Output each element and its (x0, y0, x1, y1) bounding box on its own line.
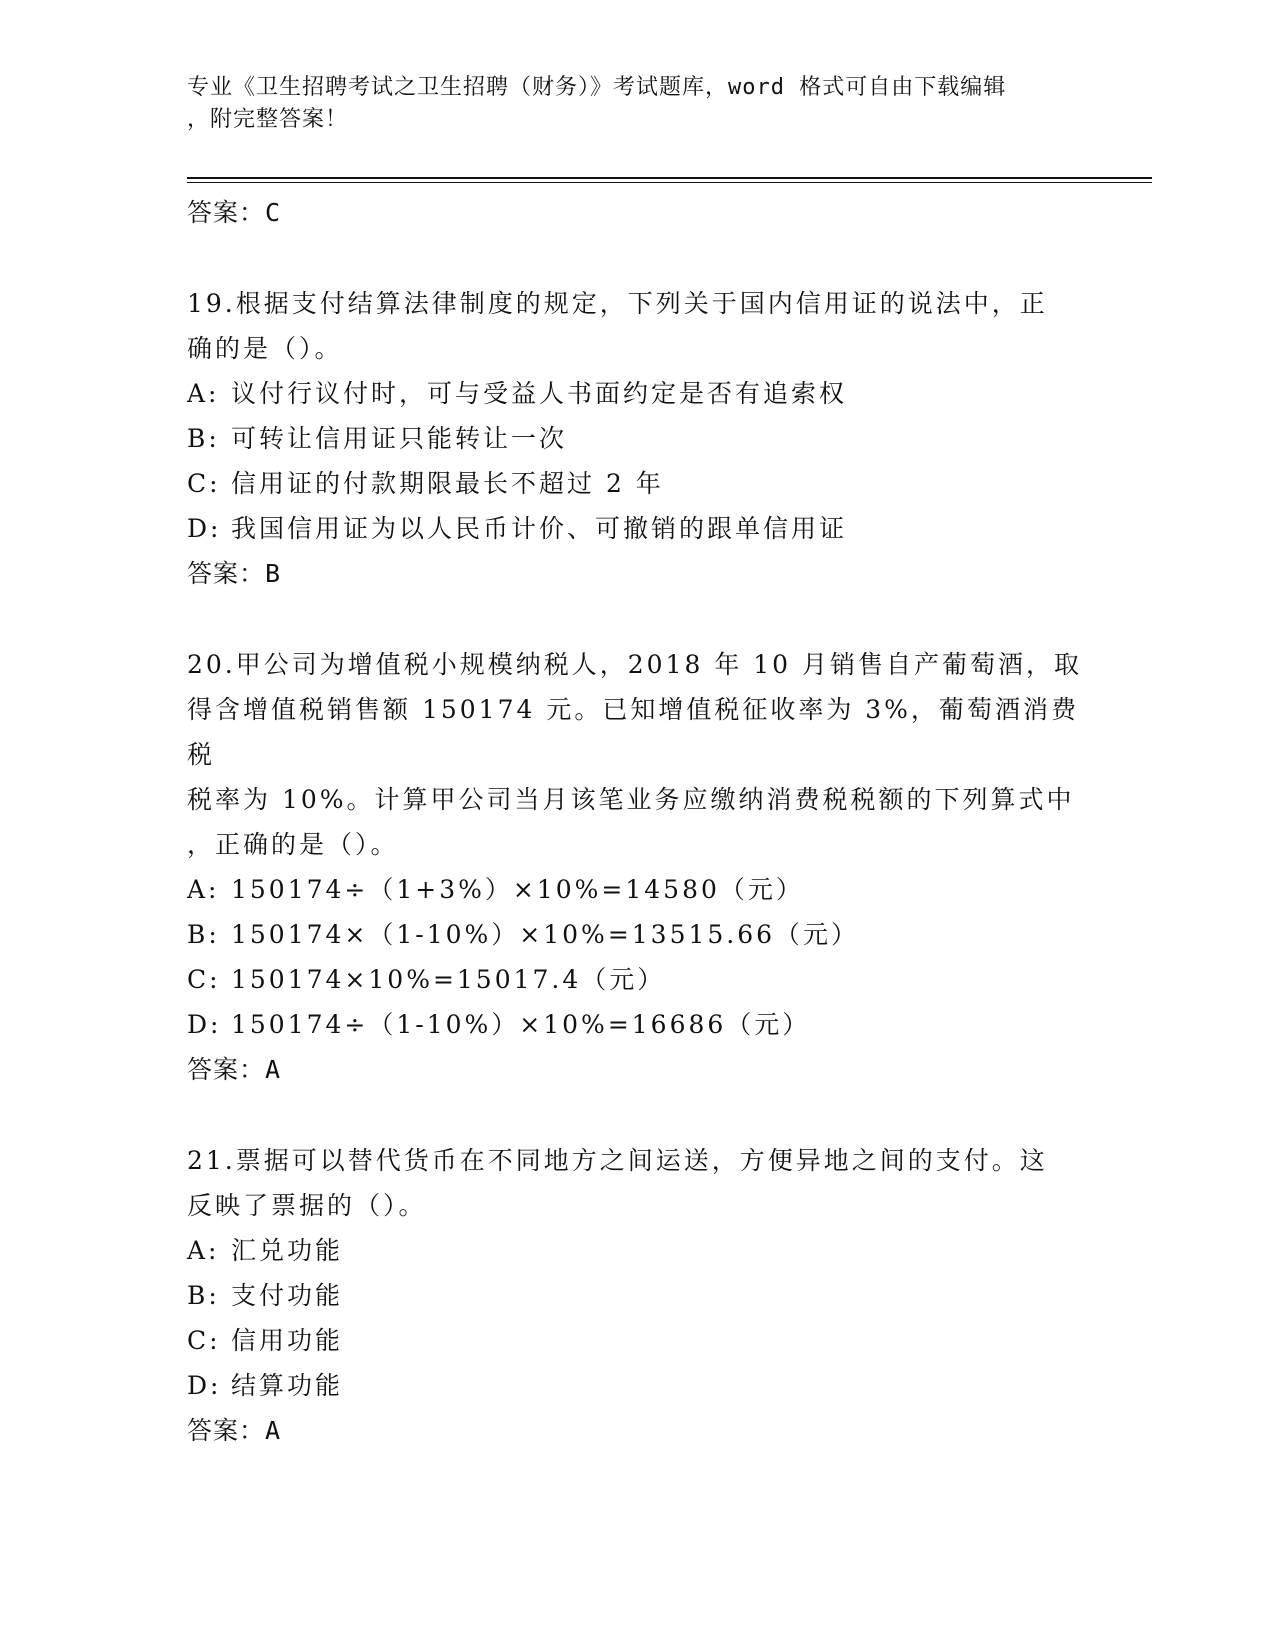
question-text-line: ，正确的是（）。 (187, 830, 399, 859)
option-text: 信用功能 (231, 1326, 344, 1355)
question-text-line: 税率为 10%。计算甲公司当月该笔业务应缴纳消费税税额的下列算式中 (187, 785, 1075, 814)
answer: 答案：A (187, 1055, 282, 1084)
option-letter: C: (187, 469, 221, 498)
option-a (187, 371, 1087, 416)
question-text-line: 确的是（）。 (187, 334, 343, 363)
option-letter: A: (187, 379, 220, 408)
option-letter: B: (187, 920, 220, 949)
header-rule-thick (187, 177, 1152, 179)
document-body (187, 190, 1087, 1453)
question-text-line: 19.根据支付结算法律制度的规定，下列关于国内信用证的说法中，正 (187, 289, 1048, 318)
option-letter: D: (187, 1371, 222, 1400)
header-rule-thin (187, 182, 1152, 183)
option-letter: C: (187, 1326, 221, 1355)
option-text: 150174×（1-10%）×10%=13515.66（元） (231, 920, 860, 949)
option-b (187, 416, 1087, 461)
option-text: 结算功能 (231, 1371, 344, 1400)
option-d (187, 1002, 1087, 1047)
question-20 (187, 642, 1087, 1092)
option-b (187, 912, 1087, 957)
option-text: 150174÷（1+3%）×10%=14580（元） (231, 875, 804, 904)
option-c (187, 957, 1087, 1002)
option-text: 支付功能 (231, 1281, 344, 1310)
answer: 答案：A (187, 1416, 282, 1445)
option-letter: B: (187, 1281, 220, 1310)
question-text-line: 20.甲公司为增值税小规模纳税人，2018 年 10 月销售自产葡萄酒，取 (187, 650, 1083, 679)
question-text-line: 反映了票据的（）。 (187, 1191, 427, 1220)
option-b (187, 1273, 1087, 1318)
option-d (187, 1363, 1087, 1408)
question-19 (187, 281, 1087, 596)
option-d (187, 506, 1087, 551)
question-text (187, 642, 1087, 867)
header-line-1: 专业《卫生招聘考试之卫生招聘（财务）》考试题库，word 格式可自由下载编辑 (187, 75, 1007, 100)
option-text: 信用证的付款期限最长不超过 2 年 (231, 469, 664, 498)
option-letter: C: (187, 965, 221, 994)
document-header (187, 72, 1087, 136)
question-21 (187, 1138, 1087, 1453)
option-a (187, 867, 1087, 912)
option-letter: D: (187, 514, 222, 543)
question-text (187, 281, 1087, 371)
option-text: 可转让信用证只能转让一次 (231, 424, 568, 453)
option-letter: A: (187, 1236, 220, 1265)
option-text: 议付行议付时，可与受益人书面约定是否有追索权 (231, 379, 848, 408)
question-text-line: 得含增值税销售额 150174 元。已知增值税征收率为 3%，葡萄酒消费税 (187, 695, 1079, 769)
header-line-2: ，附完整答案！ (187, 107, 349, 132)
option-a (187, 1228, 1087, 1273)
option-letter: A: (187, 875, 220, 904)
option-letter: B: (187, 424, 220, 453)
question-text-line: 21.票据可以替代货币在不同地方之间运送，方便异地之间的支付。这 (187, 1146, 1048, 1175)
option-c (187, 1318, 1087, 1363)
previous-answer: 答案：C (187, 198, 282, 227)
option-text: 汇兑功能 (231, 1236, 344, 1265)
question-text (187, 1138, 1087, 1228)
option-text: 150174÷（1-10%）×10%=16686（元） (231, 1010, 811, 1039)
option-text: 我国信用证为以人民币计价、可撤销的跟单信用证 (231, 514, 848, 543)
option-c (187, 461, 1087, 506)
answer: 答案：B (187, 559, 282, 588)
option-letter: D: (187, 1010, 222, 1039)
option-text: 150174×10%=15017.4（元） (231, 965, 666, 994)
